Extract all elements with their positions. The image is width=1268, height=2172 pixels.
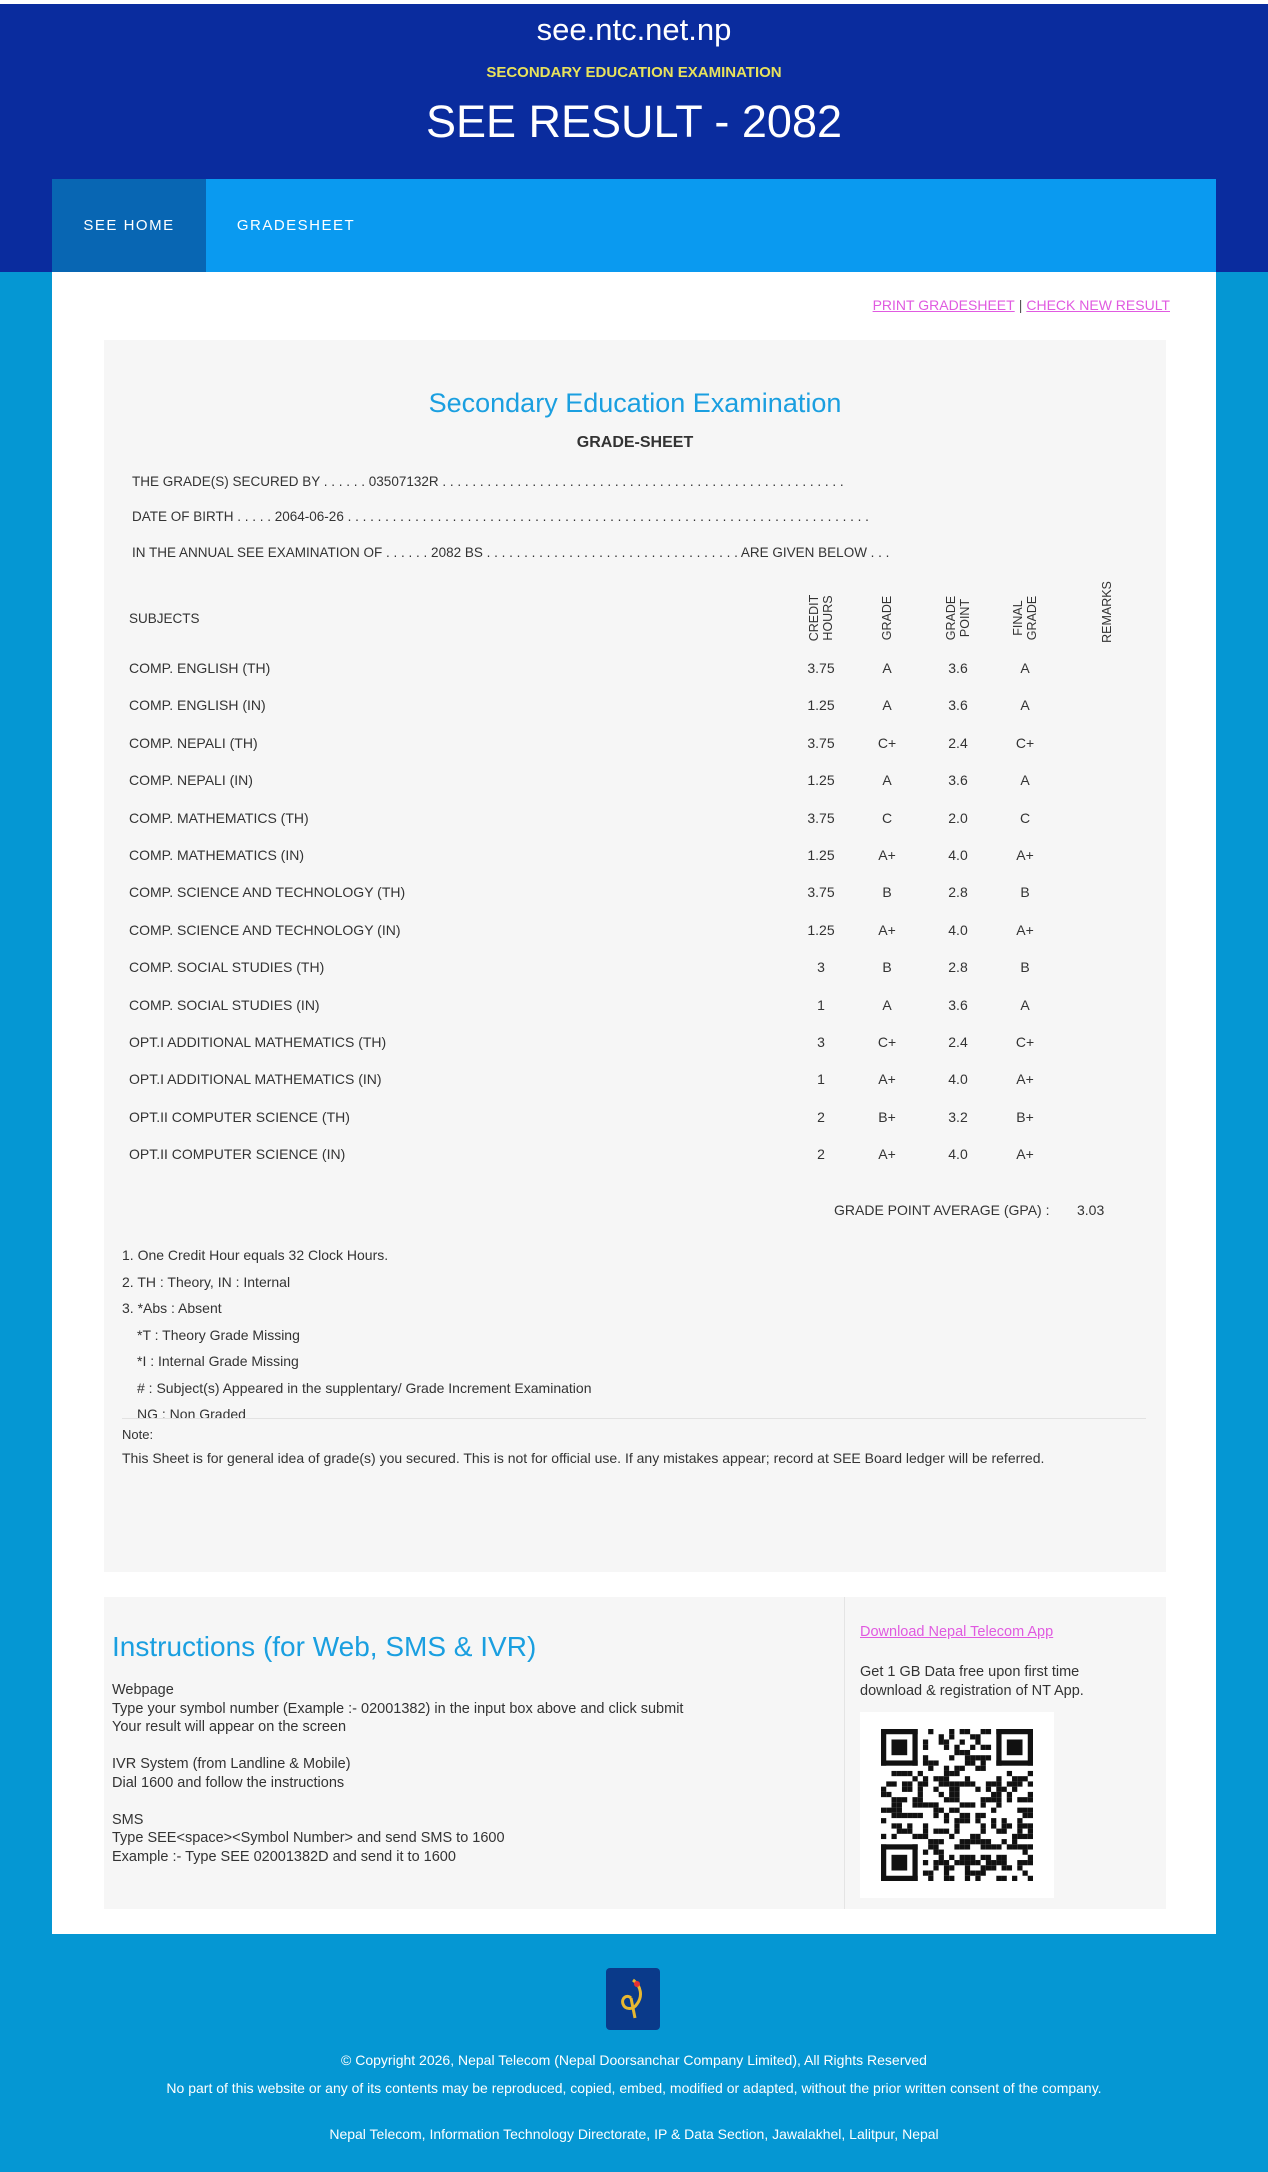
gpa-value: 3.03 bbox=[1077, 1202, 1105, 1218]
grade-cell: A bbox=[882, 660, 892, 676]
subject-cell: OPT.I ADDITIONAL MATHEMATICS (IN) bbox=[129, 1071, 382, 1088]
grade-point-cell: 2.8 bbox=[948, 884, 968, 901]
subject-cell: COMP. SOCIAL STUDIES (TH) bbox=[129, 959, 325, 976]
credit-hours-cell: 1 bbox=[817, 996, 825, 1013]
app-promo-text bbox=[860, 1663, 1084, 1700]
site-url: see.ntc.net.np bbox=[536, 12, 732, 47]
fg-header-line2: GRADE bbox=[1025, 595, 1039, 641]
final-grade-cell: A+ bbox=[1016, 1146, 1034, 1163]
table-row bbox=[104, 1071, 1166, 1097]
final-grade-cell: A bbox=[1020, 772, 1030, 789]
final-grade-cell: B+ bbox=[1016, 1108, 1034, 1125]
grade-cell: A bbox=[882, 697, 892, 714]
grade-point-cell: 3.2 bbox=[948, 1108, 968, 1125]
web-step-2: Your result will appear on the screen bbox=[112, 1719, 347, 1735]
instructions-left bbox=[104, 1597, 845, 1909]
gpa-line bbox=[834, 1202, 1105, 1218]
credit-hours-cell: 1.25 bbox=[807, 847, 835, 863]
main-nav bbox=[52, 179, 1216, 272]
grade-point-cell: 2.4 bbox=[948, 734, 968, 751]
final-grade-header bbox=[1011, 591, 1039, 645]
grade-point-cell: 4.0 bbox=[948, 1146, 968, 1163]
app-promo-line2: download & registration of NT App. bbox=[860, 1682, 1084, 1699]
subject-cell: COMP. ENGLISH (IN) bbox=[129, 697, 266, 714]
gp-header-line2: POINT bbox=[958, 598, 972, 638]
final-grade-cell: A bbox=[1020, 996, 1030, 1013]
note-item: *I : Internal Grade Missing bbox=[137, 1353, 299, 1369]
grade-cell: C+ bbox=[877, 734, 897, 751]
subject-cell: COMP. NEPALI (TH) bbox=[129, 734, 258, 751]
credit-hours-cell: 1.25 bbox=[807, 697, 835, 714]
subject-cell: OPT.II COMPUTER SCIENCE (IN) bbox=[129, 1146, 346, 1163]
ivr-label: IVR System (from Landline & Mobile) bbox=[112, 1756, 351, 1772]
subject-cell: COMP. SOCIAL STUDIES (IN) bbox=[129, 996, 320, 1013]
note-item: 1. One Credit Hour equals 32 Clock Hours. bbox=[122, 1247, 389, 1263]
final-grade-cell: A+ bbox=[1016, 847, 1034, 863]
grade-cell: A+ bbox=[878, 1071, 896, 1088]
subject-cell: COMP. ENGLISH (TH) bbox=[129, 660, 271, 676]
note-item: 2. TH : Theory, IN : Internal bbox=[122, 1273, 291, 1290]
grade-point-cell: 3.6 bbox=[948, 772, 968, 789]
credit-hours-cell: 1.25 bbox=[807, 921, 835, 938]
final-grade-cell: A bbox=[1020, 697, 1030, 714]
final-grade-cell: A+ bbox=[1016, 921, 1034, 938]
table-row bbox=[104, 660, 1166, 686]
table-row bbox=[104, 1034, 1166, 1060]
exam-line: IN THE ANNUAL SEE EXAMINATION OF . . . . . . 2082 BS . . . . . . . . . . . . . . . . . . . . . . . . . . . . . . . . . . ARE GIVEN BELOW . . . bbox=[132, 545, 890, 560]
note-item: NG : Non Graded bbox=[137, 1406, 246, 1422]
grade-point-cell: 3.6 bbox=[948, 697, 968, 714]
grade-cell: A+ bbox=[878, 1146, 896, 1163]
gpa-label: GRADE POINT AVERAGE (GPA) : bbox=[834, 1202, 1050, 1218]
dob-line: DATE OF BIRTH . . . . . 2064-06-26 . . . . . . . . . . . . . . . . . . . . . . . . . . . . . . . . . . . . . . . . . . . . . . . . . . . . . . . . . . . . . . . . . . . . . . bbox=[132, 509, 869, 524]
note-item: # : Subject(s) Appeared in the supplentary/ Grade Increment Examination bbox=[137, 1379, 592, 1396]
credit-hours-cell: 2 bbox=[817, 1146, 825, 1163]
subject-cell: COMP. MATHEMATICS (TH) bbox=[129, 809, 309, 826]
table-row bbox=[104, 922, 1166, 948]
sms-step-2: Example :- Type SEE 02001382D and send it to 1600 bbox=[112, 1848, 456, 1865]
instructions-text bbox=[112, 1681, 683, 1866]
page-title: SEE RESULT - 2082 bbox=[425, 96, 843, 147]
print-gradesheet-link[interactable]: PRINT GRADESHEET bbox=[872, 297, 1015, 313]
download-app-link[interactable]: Download Nepal Telecom App bbox=[860, 1624, 1054, 1640]
credit-hours-cell: 1.25 bbox=[807, 772, 835, 789]
grade-cell: B bbox=[882, 959, 892, 976]
disclaimer-note bbox=[122, 1418, 1146, 1466]
grade-header: GRADE bbox=[880, 595, 894, 641]
grade-point-cell: 2.0 bbox=[948, 809, 968, 826]
subject-cell: COMP. MATHEMATICS (IN) bbox=[129, 847, 304, 863]
footer-disclaimer: No part of this website or any of its contents may be reproduced, copied, embed, modified or adapted, without the prior written consent of the company. bbox=[166, 2080, 1102, 2096]
secured-by-line: THE GRADE(S) SECURED BY . . . . . . 03507132R . . . . . . . . . . . . . . . . . . . . . . . . . . . . . . . . . . . . . . . . . . . . . . . . . . . . . . bbox=[132, 474, 844, 489]
credit-hours-cell: 1 bbox=[817, 1071, 825, 1088]
qr-code-icon bbox=[860, 1712, 1054, 1898]
note-item: *T : Theory Grade Missing bbox=[137, 1326, 300, 1343]
grade-point-cell: 2.8 bbox=[948, 959, 968, 976]
sheet-subtitle: GRADE-SHEET bbox=[576, 434, 694, 451]
subject-cell: COMP. NEPALI (IN) bbox=[129, 772, 253, 789]
grade-cell: C+ bbox=[877, 1034, 897, 1050]
subject-cell: OPT.II COMPUTER SCIENCE (TH) bbox=[129, 1108, 350, 1125]
instructions-title: Instructions (for Web, SMS & IVR) bbox=[112, 1631, 537, 1662]
credit-hours-cell: 2 bbox=[817, 1108, 825, 1125]
final-grade-cell: C+ bbox=[1015, 1034, 1035, 1050]
credit-hours-cell: 3 bbox=[817, 1034, 825, 1050]
grade-point-header bbox=[944, 591, 972, 645]
grade-point-cell: 4.0 bbox=[948, 1071, 968, 1088]
table-row bbox=[104, 997, 1166, 1023]
sms-label: SMS bbox=[112, 1811, 144, 1828]
note-label: Note: bbox=[122, 1427, 154, 1442]
table-row bbox=[104, 810, 1166, 836]
table-row bbox=[104, 697, 1166, 723]
subject-cell: COMP. SCIENCE AND TECHNOLOGY (TH) bbox=[129, 884, 406, 901]
nav-gradesheet[interactable]: GRADESHEET bbox=[236, 217, 356, 234]
note-text: This Sheet is for general idea of grade(s) you secured. This is not for official use. If any mistakes appear; record at SEE Board ledger will be referred. bbox=[122, 1450, 1045, 1466]
remarks-header: REMARKS bbox=[1100, 581, 1114, 643]
grade-point-cell: 3.6 bbox=[948, 660, 968, 676]
grade-point-cell: 4.0 bbox=[948, 921, 968, 938]
sms-step-1: Type SEE<space><Symbol Number> and send SMS to 1600 bbox=[112, 1830, 505, 1846]
grade-point-cell: 3.6 bbox=[948, 996, 968, 1013]
subjects-header: SUBJECTS bbox=[129, 611, 200, 626]
sheet-title: Secondary Education Examination bbox=[428, 388, 842, 418]
credit-header-line2: HOURS bbox=[821, 595, 835, 641]
footer-address: Nepal Telecom, Information Technology Directorate, IP & Data Section, Jawalakhel, Lalitpur, Nepal bbox=[329, 2126, 939, 2142]
app-promo-line1: Get 1 GB Data free upon first time bbox=[860, 1664, 1080, 1680]
web-step-1: Type your symbol number (Example :- 02001382) in the input box above and click submit bbox=[112, 1700, 684, 1717]
web-label: Webpage bbox=[112, 1682, 174, 1698]
link-separator: | bbox=[1018, 297, 1023, 313]
instructions-panel bbox=[104, 1597, 1166, 1909]
grade-point-cell: 4.0 bbox=[948, 847, 968, 863]
grade-cell: A bbox=[882, 772, 892, 789]
grade-cell: B+ bbox=[878, 1108, 896, 1125]
footer-copyright: © Copyright 2026, Nepal Telecom (Nepal Doorsanchar Company Limited), All Rights Reserved bbox=[341, 2052, 927, 2068]
table-row bbox=[104, 1146, 1166, 1172]
final-grade-cell: A bbox=[1020, 660, 1030, 676]
table-row bbox=[104, 735, 1166, 761]
grade-cell: A+ bbox=[878, 847, 896, 863]
table-row bbox=[104, 884, 1166, 910]
table-row bbox=[104, 772, 1166, 798]
grade-cell: A bbox=[882, 996, 892, 1013]
header-subtitle: SECONDARY EDUCATION EXAMINATION bbox=[486, 64, 782, 81]
table-row bbox=[104, 847, 1166, 873]
final-grade-cell: B bbox=[1020, 959, 1030, 976]
final-grade-cell: A+ bbox=[1016, 1071, 1034, 1088]
table-row bbox=[104, 959, 1166, 985]
grade-point-cell: 2.4 bbox=[948, 1034, 968, 1050]
grade-cell: A+ bbox=[878, 921, 896, 938]
action-links bbox=[873, 297, 1170, 313]
grade-cell: C bbox=[881, 809, 893, 826]
credit-hours-header bbox=[807, 591, 835, 645]
app-promo bbox=[860, 1597, 1160, 1909]
grade-sheet bbox=[104, 340, 1166, 1572]
note-item: 3. *Abs : Absent bbox=[122, 1300, 222, 1316]
content-panel bbox=[52, 272, 1216, 1934]
gp-header-line1: GRADE bbox=[944, 595, 958, 641]
ivr-step-1: Dial 1600 and follow the instructions bbox=[112, 1774, 345, 1791]
grade-cell: B bbox=[882, 884, 892, 901]
table-row bbox=[104, 1109, 1166, 1135]
final-grade-cell: C+ bbox=[1015, 734, 1035, 751]
final-grade-cell: B bbox=[1020, 884, 1030, 901]
subject-cell: OPT.I ADDITIONAL MATHEMATICS (TH) bbox=[129, 1034, 387, 1050]
nepal-telecom-logo-icon bbox=[606, 1968, 660, 2030]
credit-hours-cell: 3.75 bbox=[807, 884, 835, 901]
legend-notes bbox=[122, 1242, 591, 1428]
final-grade-cell: C bbox=[1019, 809, 1031, 826]
nav-see-home[interactable]: SEE HOME bbox=[52, 179, 206, 272]
credit-hours-cell: 3 bbox=[817, 959, 825, 976]
credit-hours-cell: 3.75 bbox=[807, 809, 835, 826]
credit-header-line1: CREDIT bbox=[807, 594, 821, 642]
subject-cell: COMP. SCIENCE AND TECHNOLOGY (IN) bbox=[129, 921, 401, 938]
fg-header-line1: FINAL bbox=[1011, 600, 1025, 636]
check-new-result-link[interactable]: CHECK NEW RESULT bbox=[1026, 297, 1170, 313]
credit-hours-cell: 3.75 bbox=[807, 660, 835, 676]
credit-hours-cell: 3.75 bbox=[807, 734, 835, 751]
